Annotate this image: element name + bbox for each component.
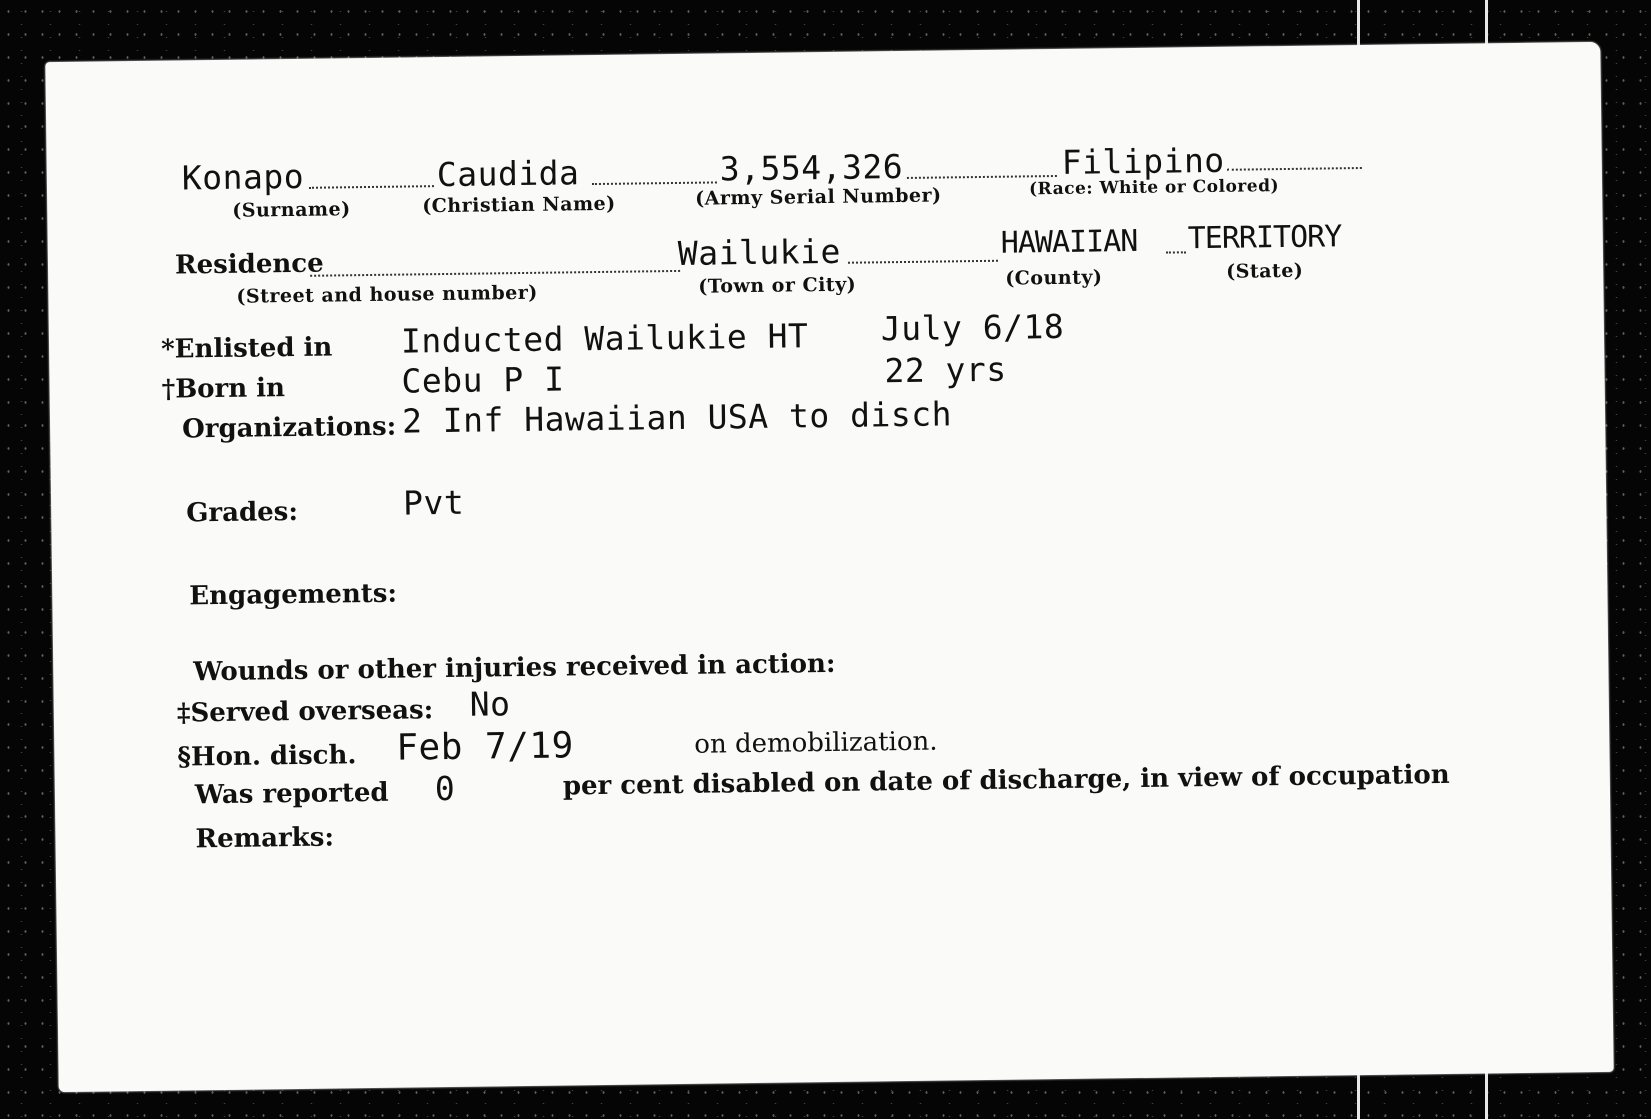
discharge-date: Feb 7/19 (396, 725, 574, 769)
dotted-leader (310, 270, 680, 277)
dotted-leader (309, 185, 434, 189)
race-caption: (Race: White or Colored) (1028, 176, 1280, 200)
state-value: TERRITORY (1187, 219, 1342, 257)
street-caption: (Street and house number) (236, 281, 538, 308)
race-value: Filipino (1061, 140, 1225, 182)
organizations-value: 2 Inf Hawaiian USA to disch (401, 394, 953, 441)
residence-label: Residence (174, 248, 324, 281)
served-overseas-value: No (469, 684, 511, 724)
county-caption: (County) (1005, 266, 1103, 290)
dotted-leader (1166, 251, 1186, 253)
grades-label: Grades: (186, 496, 299, 529)
organizations-label: Organizations: (181, 411, 397, 445)
serial-number-value: 3,554,326 (719, 147, 904, 189)
town-caption: (Town or City) (698, 273, 857, 298)
county-value: HAWAIIAN (1000, 223, 1138, 261)
service-record-card (45, 42, 1613, 1092)
disability-statement: per cent disabled on date of discharge, in view of occupation (562, 759, 1450, 802)
dotted-leader (1227, 167, 1362, 171)
enlisted-label: *Enlisted in (160, 332, 333, 365)
town-value: Wailukie (677, 231, 842, 273)
remarks-label: Remarks: (195, 822, 335, 855)
disability-percent: 0 (434, 768, 456, 809)
enlisted-date: July 6/18 (880, 306, 1065, 349)
was-reported-label: Was reported (194, 777, 389, 811)
discharge-label: §Hon. disch. (177, 740, 357, 773)
engagements-label: Engagements: (189, 578, 398, 612)
dotted-leader (848, 260, 998, 264)
born-value: Cebu P I (401, 359, 565, 401)
discharge-reason: on demobilization. (694, 726, 938, 760)
christian-name-value: Caudida (436, 153, 580, 195)
christian-name-caption: (Christian Name) (422, 192, 616, 218)
surname-caption: (Surname) (232, 198, 351, 222)
grades-value: Pvt (402, 482, 465, 523)
wounds-label: Wounds or other injuries received in action: (193, 648, 836, 688)
serial-number-caption: (Army Serial Number) (695, 184, 942, 210)
enlisted-value: Inducted Wailukie HT (400, 316, 809, 361)
dotted-leader (592, 181, 717, 185)
served-overseas-label: ‡Served overseas: (176, 695, 434, 729)
surname-value: Konapo (181, 156, 305, 198)
state-caption: (State) (1226, 259, 1304, 283)
born-label: †Born in (161, 373, 286, 405)
age-value: 22 yrs (884, 349, 1007, 391)
